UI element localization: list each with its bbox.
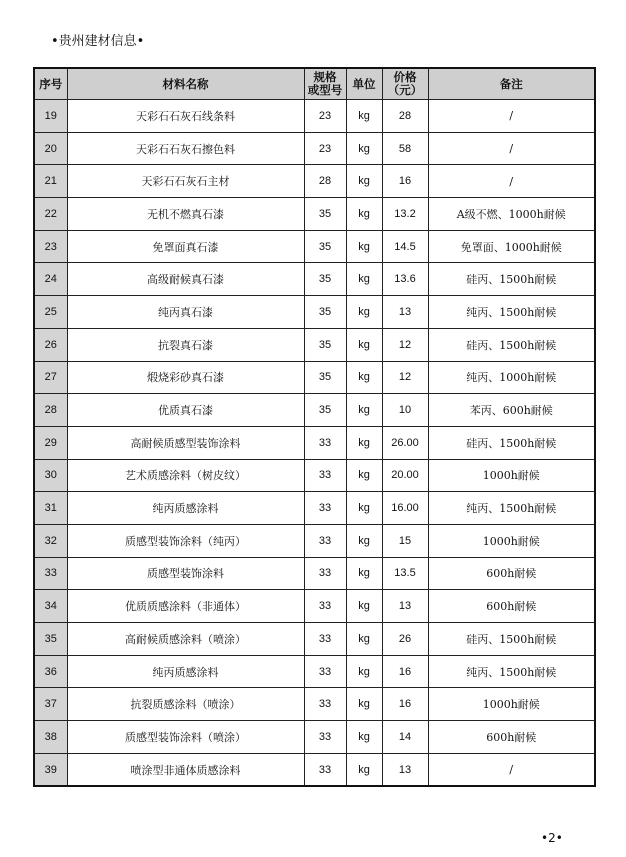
column-header-price-line2: （元） xyxy=(387,83,423,97)
cell-no: 33 xyxy=(34,557,67,590)
cell-price: 15 xyxy=(382,524,428,557)
cell-material-name: 质感型装饰涂料 xyxy=(67,557,304,590)
table-row xyxy=(34,459,595,492)
cell-no: 38 xyxy=(34,721,67,754)
cell-material-name: 艺术质感涂料（树皮纹） xyxy=(67,459,304,492)
cell-note: 纯丙、1500h耐候 xyxy=(428,492,595,525)
cell-material-name: 天彩石石灰石线条料 xyxy=(67,100,304,133)
cell-material-name: 纯丙真石漆 xyxy=(67,296,304,329)
cell-spec: 33 xyxy=(304,655,346,688)
cell-unit: kg xyxy=(346,198,382,231)
cell-unit: kg xyxy=(346,230,382,263)
cell-spec: 35 xyxy=(304,198,346,231)
column-header-no: 序号 xyxy=(34,68,67,100)
cell-price: 14 xyxy=(382,721,428,754)
cell-price: 13.5 xyxy=(382,557,428,590)
cell-unit: kg xyxy=(346,492,382,525)
cell-spec: 35 xyxy=(304,394,346,427)
cell-material-name: 优质真石漆 xyxy=(67,394,304,427)
cell-unit: kg xyxy=(346,524,382,557)
cell-unit: kg xyxy=(346,361,382,394)
cell-unit: kg xyxy=(346,328,382,361)
cell-unit: kg xyxy=(346,100,382,133)
cell-spec: 33 xyxy=(304,753,346,786)
cell-unit: kg xyxy=(346,590,382,623)
cell-material-name: 纯丙质感涂料 xyxy=(67,655,304,688)
cell-spec: 35 xyxy=(304,230,346,263)
cell-material-name: 质感型装饰涂料（喷涂） xyxy=(67,721,304,754)
cell-unit: kg xyxy=(346,459,382,492)
cell-price: 12 xyxy=(382,361,428,394)
cell-price: 28 xyxy=(382,100,428,133)
cell-price: 26.00 xyxy=(382,426,428,459)
cell-no: 19 xyxy=(34,100,67,133)
cell-price: 13 xyxy=(382,296,428,329)
cell-price: 13.6 xyxy=(382,263,428,296)
table-row xyxy=(34,721,595,754)
cell-no: 24 xyxy=(34,263,67,296)
cell-unit: kg xyxy=(346,165,382,198)
page-header: •贵州建材信息• xyxy=(51,34,145,49)
cell-no: 31 xyxy=(34,492,67,525)
cell-no: 36 xyxy=(34,655,67,688)
cell-material-name: 抗裂质感涂料（喷涂） xyxy=(67,688,304,721)
cell-unit: kg xyxy=(346,753,382,786)
cell-spec: 23 xyxy=(304,132,346,165)
cell-material-name: 高级耐候真石漆 xyxy=(67,263,304,296)
cell-unit: kg xyxy=(346,132,382,165)
cell-material-name: 无机不燃真石漆 xyxy=(67,198,304,231)
table-row xyxy=(34,688,595,721)
cell-note: / xyxy=(428,753,595,786)
cell-spec: 35 xyxy=(304,328,346,361)
cell-unit: kg xyxy=(346,721,382,754)
cell-note: / xyxy=(428,165,595,198)
table-row xyxy=(34,132,595,165)
cell-note: 纯丙、1500h耐候 xyxy=(428,655,595,688)
cell-spec: 23 xyxy=(304,100,346,133)
cell-price: 20.00 xyxy=(382,459,428,492)
cell-material-name: 高耐候质感型装饰涂料 xyxy=(67,426,304,459)
cell-note: A级不燃、1000h耐候 xyxy=(428,198,595,231)
table-row xyxy=(34,524,595,557)
cell-price: 16 xyxy=(382,165,428,198)
table-row xyxy=(34,165,595,198)
cell-spec: 33 xyxy=(304,623,346,656)
table-header-row xyxy=(34,68,595,100)
cell-note: 免罩面、1000h耐候 xyxy=(428,230,595,263)
table-row xyxy=(34,426,595,459)
cell-no: 34 xyxy=(34,590,67,623)
column-header-note: 备注 xyxy=(428,68,595,100)
cell-no: 39 xyxy=(34,753,67,786)
cell-spec: 33 xyxy=(304,688,346,721)
cell-no: 25 xyxy=(34,296,67,329)
table-row xyxy=(34,328,595,361)
cell-price: 14.5 xyxy=(382,230,428,263)
cell-no: 32 xyxy=(34,524,67,557)
cell-spec: 33 xyxy=(304,721,346,754)
table-row xyxy=(34,100,595,133)
table-row xyxy=(34,361,595,394)
cell-material-name: 煅烧彩砂真石漆 xyxy=(67,361,304,394)
table-row xyxy=(34,557,595,590)
column-header-name: 材料名称 xyxy=(67,68,304,100)
table-row xyxy=(34,230,595,263)
cell-spec: 33 xyxy=(304,590,346,623)
cell-no: 30 xyxy=(34,459,67,492)
cell-price: 16 xyxy=(382,688,428,721)
cell-note: 600h耐候 xyxy=(428,557,595,590)
column-header-unit: 单位 xyxy=(346,68,382,100)
table-row xyxy=(34,263,595,296)
cell-note: 纯丙、1000h耐候 xyxy=(428,361,595,394)
cell-unit: kg xyxy=(346,394,382,427)
column-header-spec xyxy=(304,68,346,100)
cell-note: 600h耐候 xyxy=(428,590,595,623)
table-row xyxy=(34,492,595,525)
cell-no: 22 xyxy=(34,198,67,231)
cell-spec: 33 xyxy=(304,524,346,557)
cell-note: 1000h耐候 xyxy=(428,688,595,721)
cell-note: 苯丙、600h耐候 xyxy=(428,394,595,427)
cell-material-name: 天彩石石灰石主材 xyxy=(67,165,304,198)
cell-note: 硅丙、1500h耐候 xyxy=(428,426,595,459)
cell-no: 26 xyxy=(34,328,67,361)
table-row xyxy=(34,623,595,656)
cell-no: 29 xyxy=(34,426,67,459)
cell-spec: 33 xyxy=(304,459,346,492)
column-header-price-line1: 价格 xyxy=(393,70,417,84)
cell-material-name: 免罩面真石漆 xyxy=(67,230,304,263)
cell-material-name: 优质质感涂料（非通体） xyxy=(67,590,304,623)
cell-material-name: 纯丙质感涂料 xyxy=(67,492,304,525)
cell-no: 28 xyxy=(34,394,67,427)
table-body xyxy=(34,100,595,787)
cell-spec: 28 xyxy=(304,165,346,198)
cell-note: 硅丙、1500h耐候 xyxy=(428,328,595,361)
cell-price: 10 xyxy=(382,394,428,427)
cell-note: 纯丙、1500h耐候 xyxy=(428,296,595,329)
cell-note: 1000h耐候 xyxy=(428,524,595,557)
cell-spec: 35 xyxy=(304,263,346,296)
cell-unit: kg xyxy=(346,623,382,656)
table-row xyxy=(34,753,595,786)
cell-unit: kg xyxy=(346,557,382,590)
cell-unit: kg xyxy=(346,296,382,329)
cell-no: 35 xyxy=(34,623,67,656)
cell-unit: kg xyxy=(346,688,382,721)
cell-no: 20 xyxy=(34,132,67,165)
cell-no: 37 xyxy=(34,688,67,721)
cell-price: 16.00 xyxy=(382,492,428,525)
page-number: •2• xyxy=(541,831,563,845)
cell-spec: 35 xyxy=(304,296,346,329)
cell-price: 26 xyxy=(382,623,428,656)
cell-price: 12 xyxy=(382,328,428,361)
table-row xyxy=(34,590,595,623)
table-row xyxy=(34,296,595,329)
table-row xyxy=(34,198,595,231)
cell-note: 600h耐候 xyxy=(428,721,595,754)
cell-no: 23 xyxy=(34,230,67,263)
cell-price: 58 xyxy=(382,132,428,165)
cell-material-name: 喷涂型非通体质感涂料 xyxy=(67,753,304,786)
cell-material-name: 质感型装饰涂料（纯丙） xyxy=(67,524,304,557)
cell-material-name: 抗裂真石漆 xyxy=(67,328,304,361)
cell-material-name: 高耐候质感涂料（喷涂） xyxy=(67,623,304,656)
cell-spec: 33 xyxy=(304,557,346,590)
table-row xyxy=(34,655,595,688)
cell-unit: kg xyxy=(346,655,382,688)
cell-note: / xyxy=(428,132,595,165)
cell-price: 16 xyxy=(382,655,428,688)
column-header-spec-line1: 规格 xyxy=(313,70,337,84)
cell-unit: kg xyxy=(346,426,382,459)
cell-material-name: 天彩石石灰石擦色料 xyxy=(67,132,304,165)
column-header-price xyxy=(382,68,428,100)
cell-note: 1000h耐候 xyxy=(428,459,595,492)
materials-price-table xyxy=(33,67,596,787)
cell-spec: 35 xyxy=(304,361,346,394)
cell-price: 13 xyxy=(382,590,428,623)
cell-no: 21 xyxy=(34,165,67,198)
column-header-spec-line2: 或型号 xyxy=(307,83,343,97)
cell-spec: 33 xyxy=(304,492,346,525)
cell-price: 13 xyxy=(382,753,428,786)
cell-no: 27 xyxy=(34,361,67,394)
cell-spec: 33 xyxy=(304,426,346,459)
cell-price: 13.2 xyxy=(382,198,428,231)
cell-note: / xyxy=(428,100,595,133)
cell-note: 硅丙、1500h耐候 xyxy=(428,623,595,656)
cell-unit: kg xyxy=(346,263,382,296)
table-row xyxy=(34,394,595,427)
cell-note: 硅丙、1500h耐候 xyxy=(428,263,595,296)
